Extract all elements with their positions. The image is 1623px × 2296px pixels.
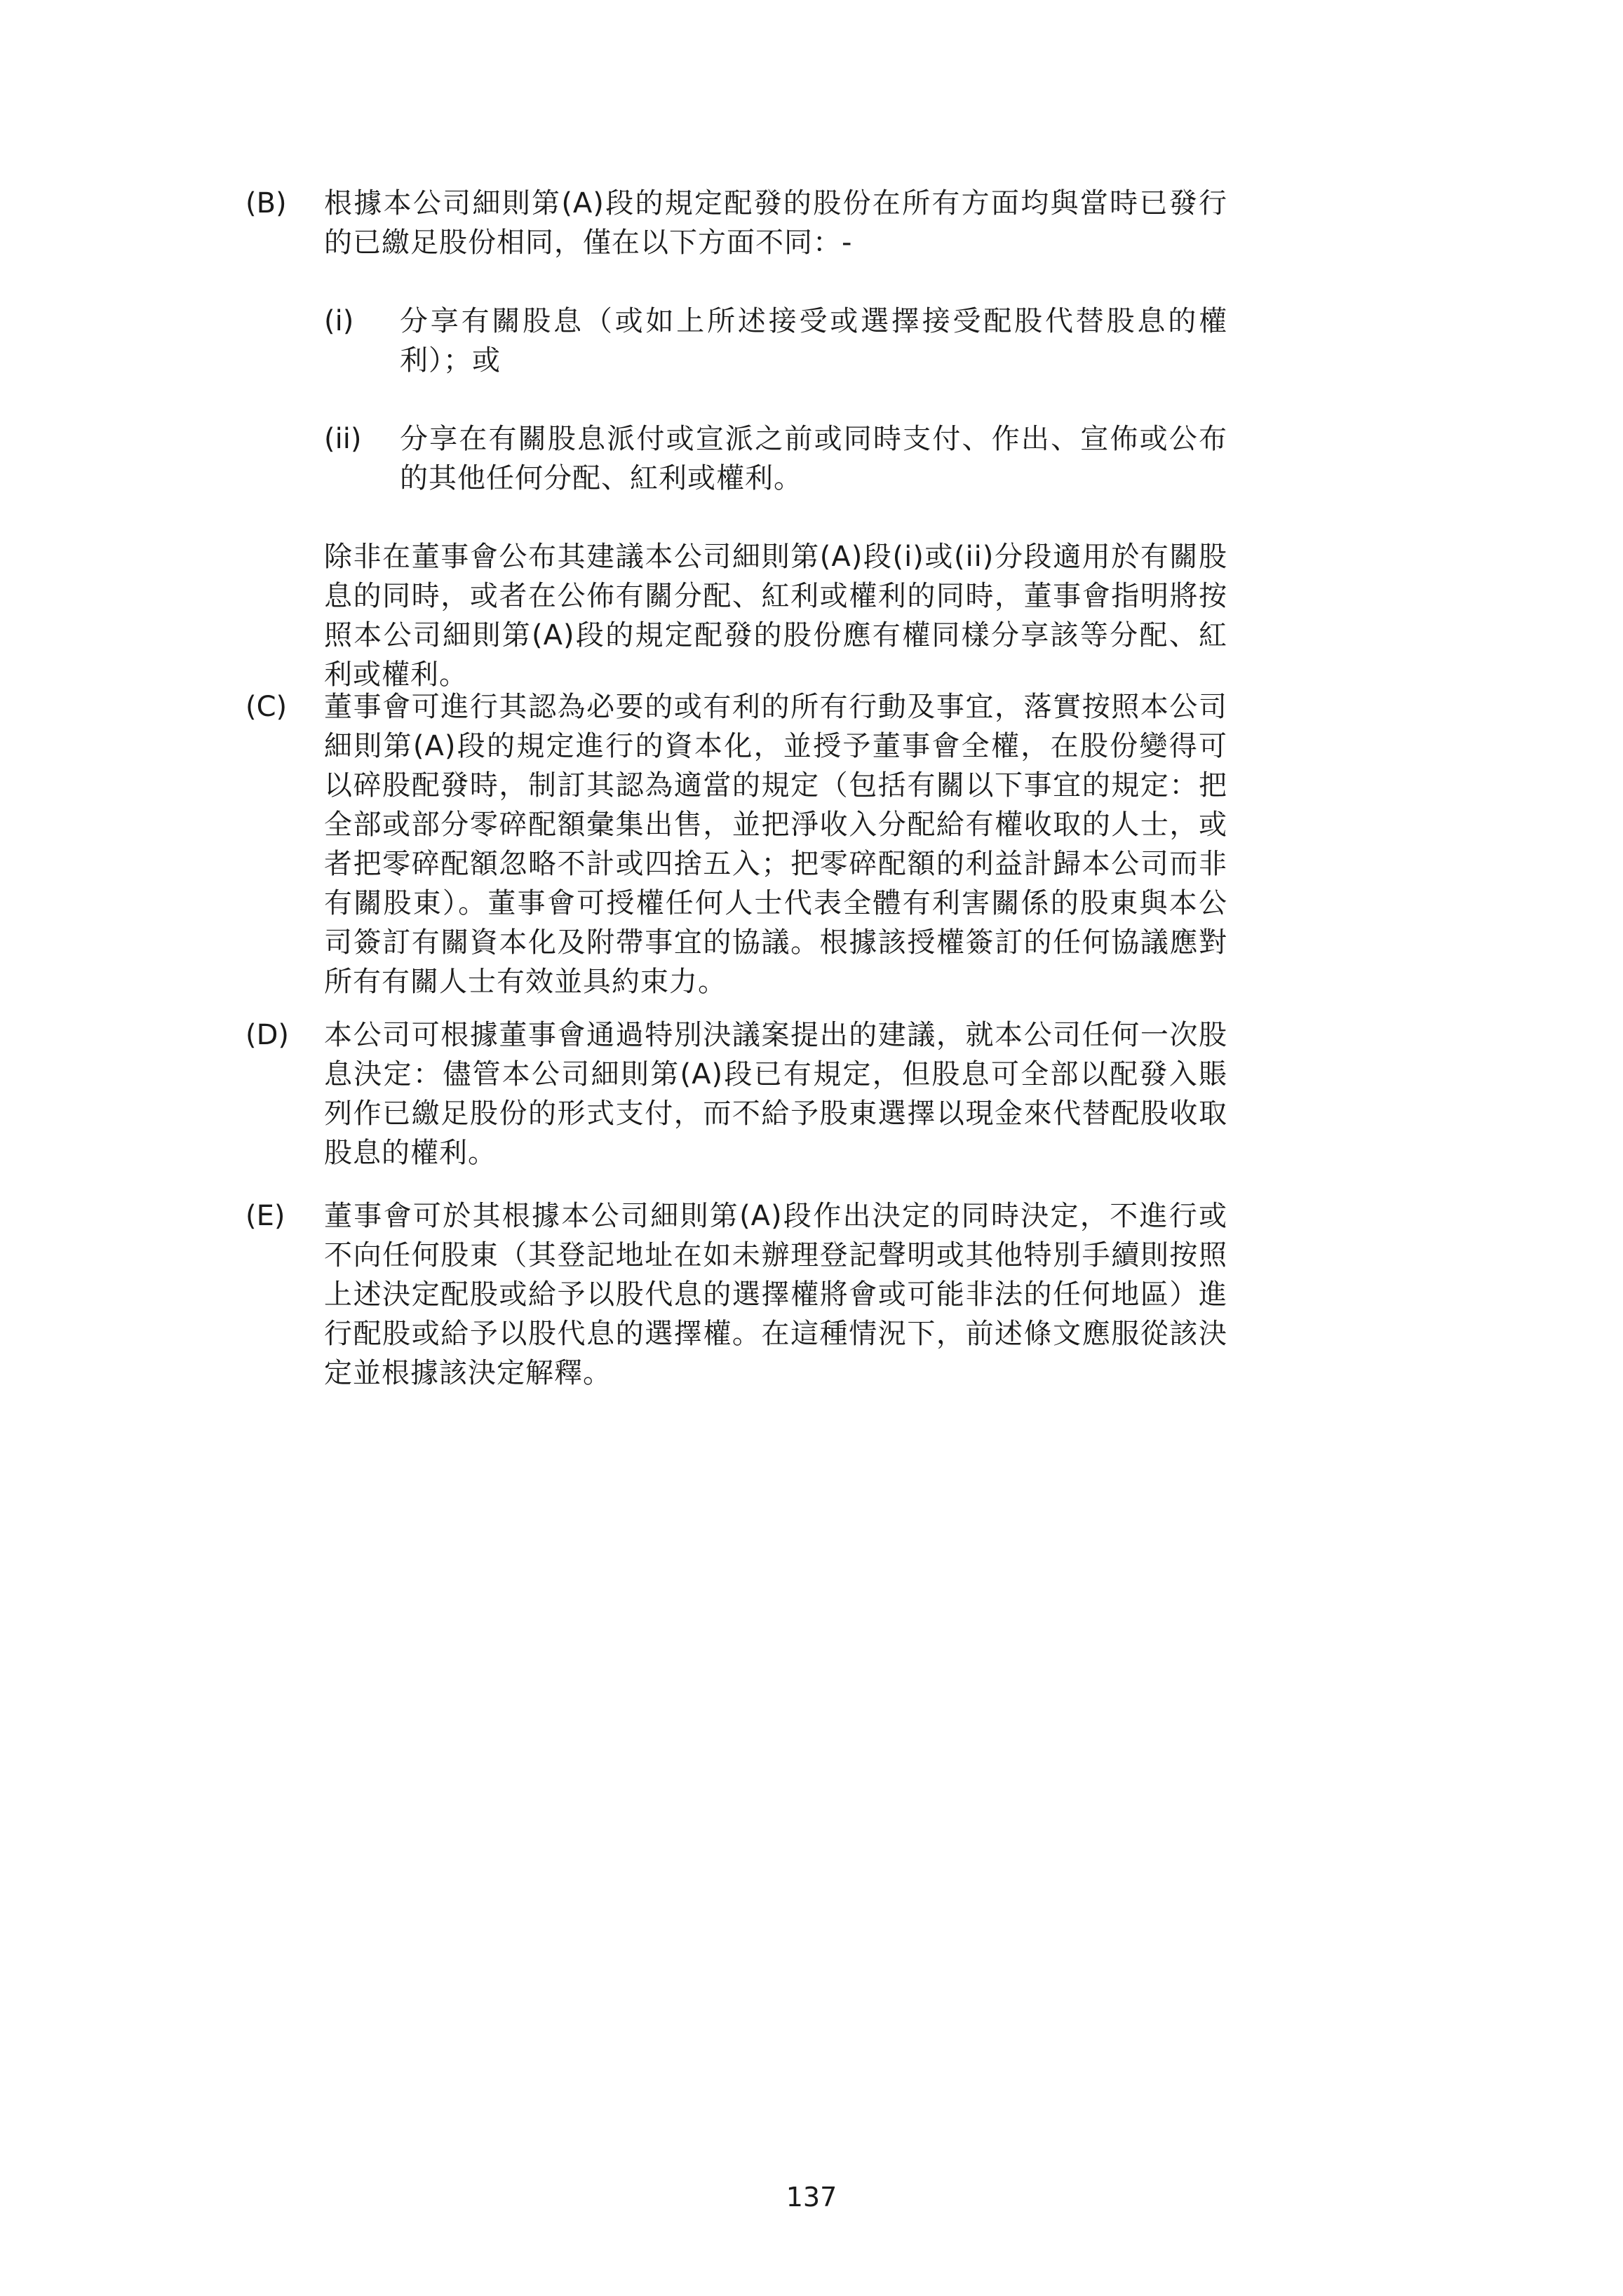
clause-label: (D) bbox=[245, 1019, 290, 1051]
clause-body bbox=[324, 1196, 1227, 1393]
subclause-i bbox=[324, 302, 1227, 380]
clause-b bbox=[245, 184, 1227, 694]
clause-text: 董事會可進行其認為必要的或有利的所有行動及事宜，落實按照本公司細則第(A)段的規定進行的資本化，並授予董事會全權，在股份變得可以碎股配發時，制訂其認為適當的規定（包括有關以下事宜的規定：把全部或部分零碎配額彙集出售，並把淨收入分配給有權收取的人士，或者把零碎配額忽略不計或四捨五入；把零碎配額的利益計歸本公司而非有關股東）。董事會可授權任何人士代表全體有利害關係的股東與本公司簽訂有關資本化及附帶事宜的協議。根據該授權簽訂的任何協議應對所有有關人士有效並具約束力。 bbox=[324, 691, 1227, 998]
clause-body bbox=[324, 184, 1227, 694]
clause-body bbox=[324, 1015, 1227, 1173]
clause-e bbox=[245, 1196, 1227, 1393]
clause-d bbox=[245, 1015, 1227, 1173]
clause-c bbox=[245, 687, 1227, 1001]
subclause-text: 分享有關股息（或如上所述接受或選擇接受配股代替股息的權利）；或 bbox=[400, 305, 1227, 377]
clause-text: 董事會可於其根據本公司細則第(A)段作出決定的同時決定，不進行或不向任何股東（其登記地址在如未辦理登記聲明或其他特別手續則按照上述決定配股或給予以股代息的選擇權將會或可能非法的任何地區）進行配股或給予以股代息的選擇權。在這種情況下，前述條文應服從該決定並根據該決定解釋。 bbox=[324, 1200, 1227, 1389]
clause-label: (E) bbox=[245, 1200, 285, 1232]
subclause-label: (i) bbox=[324, 305, 354, 337]
subclause-text: 分享在有關股息派付或宣派之前或同時支付、作出、宣佈或公布的其他任何分配、紅利或權利。 bbox=[400, 423, 1227, 494]
clause-label: (C) bbox=[245, 691, 288, 723]
clause-text: 根據本公司細則第(A)段的規定配發的股份在所有方面均與當時已發行的已繳足股份相同，僅在以下方面不同：- bbox=[324, 187, 1227, 259]
clause-followup-text: 除非在董事會公布其建議本公司細則第(A)段(i)或(ii)分段適用於有關股息的同時，或者在公佈有關分配、紅利或權利的同時，董事會指明將按照本公司細則第(A)段的規定配發的股份應有權同樣分享該等分配、紅利或權利。 bbox=[324, 541, 1227, 691]
clause-body bbox=[324, 687, 1227, 1001]
clause-label: (B) bbox=[245, 187, 287, 220]
subclause-ii bbox=[324, 419, 1227, 498]
clause-text: 本公司可根據董事會通過特別決議案提出的建議，就本公司任何一次股息決定：儘管本公司細則第(A)段已有規定，但股息可全部以配發入賬列作已繳足股份的形式支付，而不給予股東選擇以現金來代替配股收取股息的權利。 bbox=[324, 1019, 1227, 1169]
subclause-label: (ii) bbox=[324, 423, 362, 455]
page-number: 137 bbox=[786, 2182, 837, 2213]
